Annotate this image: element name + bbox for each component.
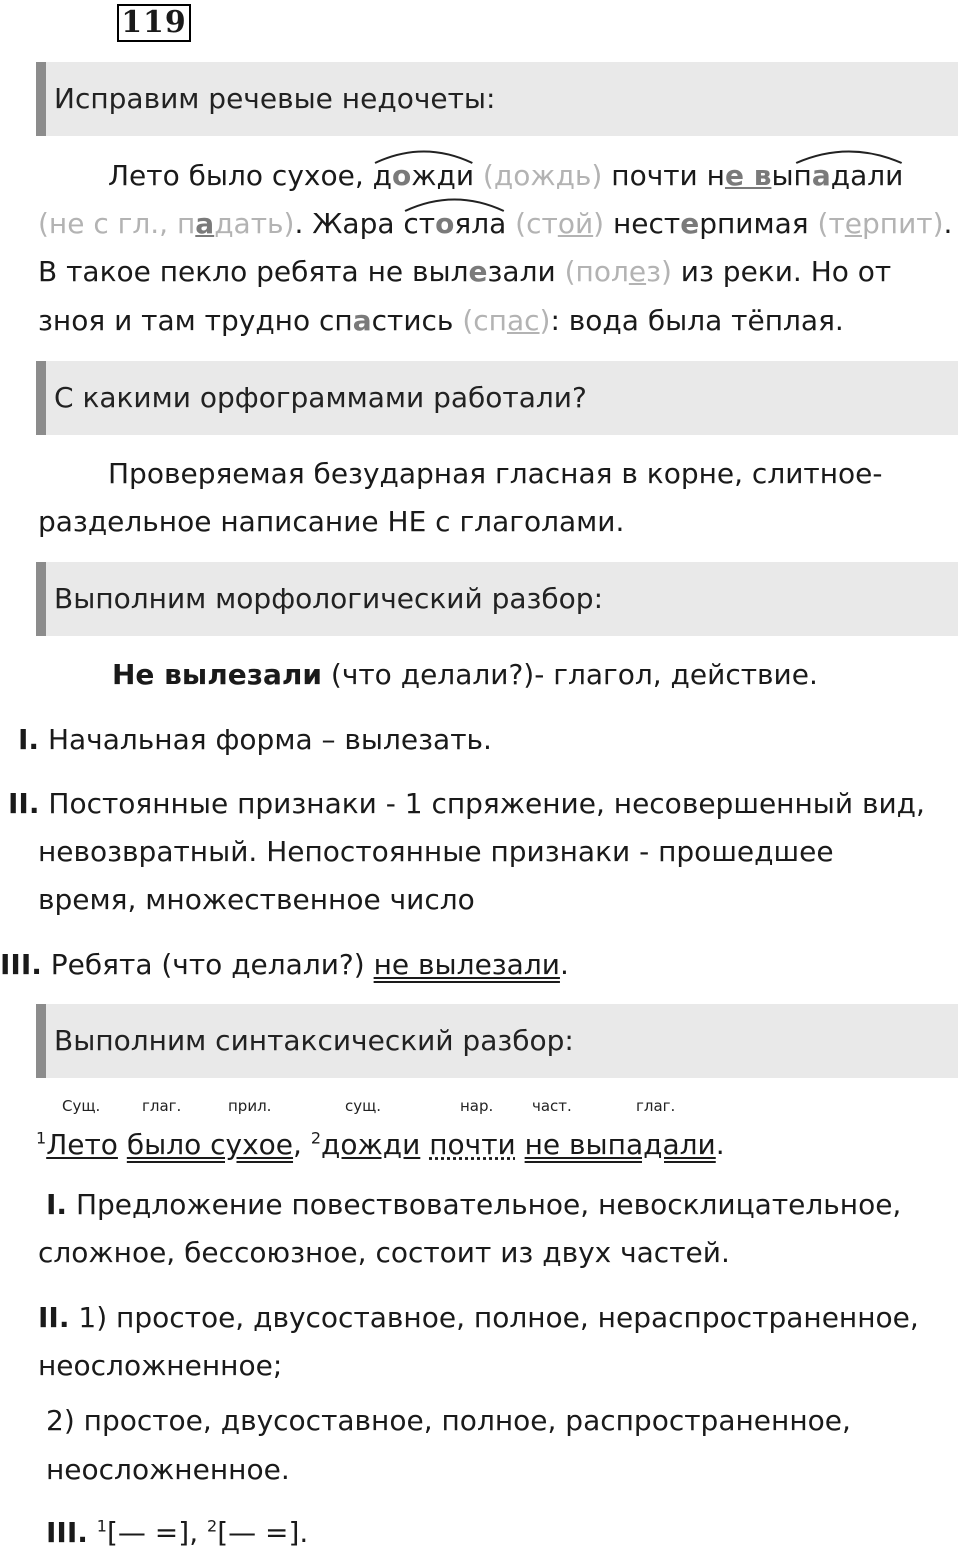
syntax-item-2-line-4: неосложненное.	[46, 1453, 290, 1486]
syntax-item-3: III. $^1$[— =], $^2$[— =].	[46, 1516, 309, 1549]
pos-label: нар.	[460, 1097, 494, 1115]
orthogram-line-1: Проверяемая безударная гласная в корне, слитное-	[108, 457, 883, 490]
section-header-orthograms: С какими орфограммами работали?	[36, 361, 958, 435]
section-header-speech: Исправим речевые недочеты:	[36, 62, 958, 136]
text-line-1: Лето было сухое, дожди (дождь) почти не вы падали	[108, 158, 903, 194]
morph-item-2-line-2: невозвратный. Непостоянные признаки - прошедшее	[38, 835, 834, 868]
morph-item-2: II. Постоянные признаки - 1 спряжение, несовершенный вид,	[8, 787, 925, 820]
morph-item-2-line-3: время, множественное число	[38, 883, 475, 916]
section-header-morphology: Выполним морфологический разбор:	[36, 562, 958, 636]
pos-label: част.	[532, 1097, 572, 1115]
pos-label: глаг.	[142, 1097, 182, 1115]
text-line-2: (не с гл., падать). Жара стояла (стой) нестерпимая (терпит).	[38, 206, 952, 242]
pos-label: сущ.	[345, 1097, 382, 1115]
syntax-item-2-line-2: неосложненное;	[38, 1349, 283, 1382]
syntax-sentence: $^1$Лето было сухое, $^2$дожди почти не выпадали.	[36, 1128, 725, 1161]
syntax-item-2-line-3: 2) простое, двусоставное, полное, распространенное,	[46, 1404, 851, 1437]
pos-label: глаг.	[636, 1097, 676, 1115]
syntax-item-2: II. 1) простое, двусоставное, полное, нераспространенное,	[38, 1301, 919, 1334]
root-stoyala: стояла	[403, 206, 506, 242]
text-line-4: зноя и там трудно спастись (спас): вода была тёплая.	[38, 304, 844, 337]
section-header-syntax: Выполним синтаксический разбор:	[36, 1004, 958, 1078]
root-dozhdi: дожди	[373, 158, 474, 194]
exercise-number: 119	[117, 4, 191, 42]
morph-item-1: I. Начальная форма – вылезать.	[18, 723, 492, 756]
morph-item-3: III. Ребята (что делали?) не вылезали.	[0, 948, 569, 981]
syntax-item-1-line-2: сложное, бессоюзное, состоит из двух частей.	[38, 1236, 730, 1269]
morph-title: Не вылезали (что делали?)- глагол, действие.	[112, 658, 818, 691]
pos-label: Сущ.	[62, 1097, 101, 1115]
pos-label: прил.	[228, 1097, 272, 1115]
orthogram-line-2: раздельное написание НЕ с глаголами.	[38, 505, 625, 538]
root-pad: падали	[794, 158, 904, 194]
syntax-item-1: I. Предложение повествовательное, невосклицательное,	[46, 1188, 902, 1221]
text-line-3: В такое пекло ребята не вылезали (полез) из реки. Но от	[38, 255, 892, 288]
